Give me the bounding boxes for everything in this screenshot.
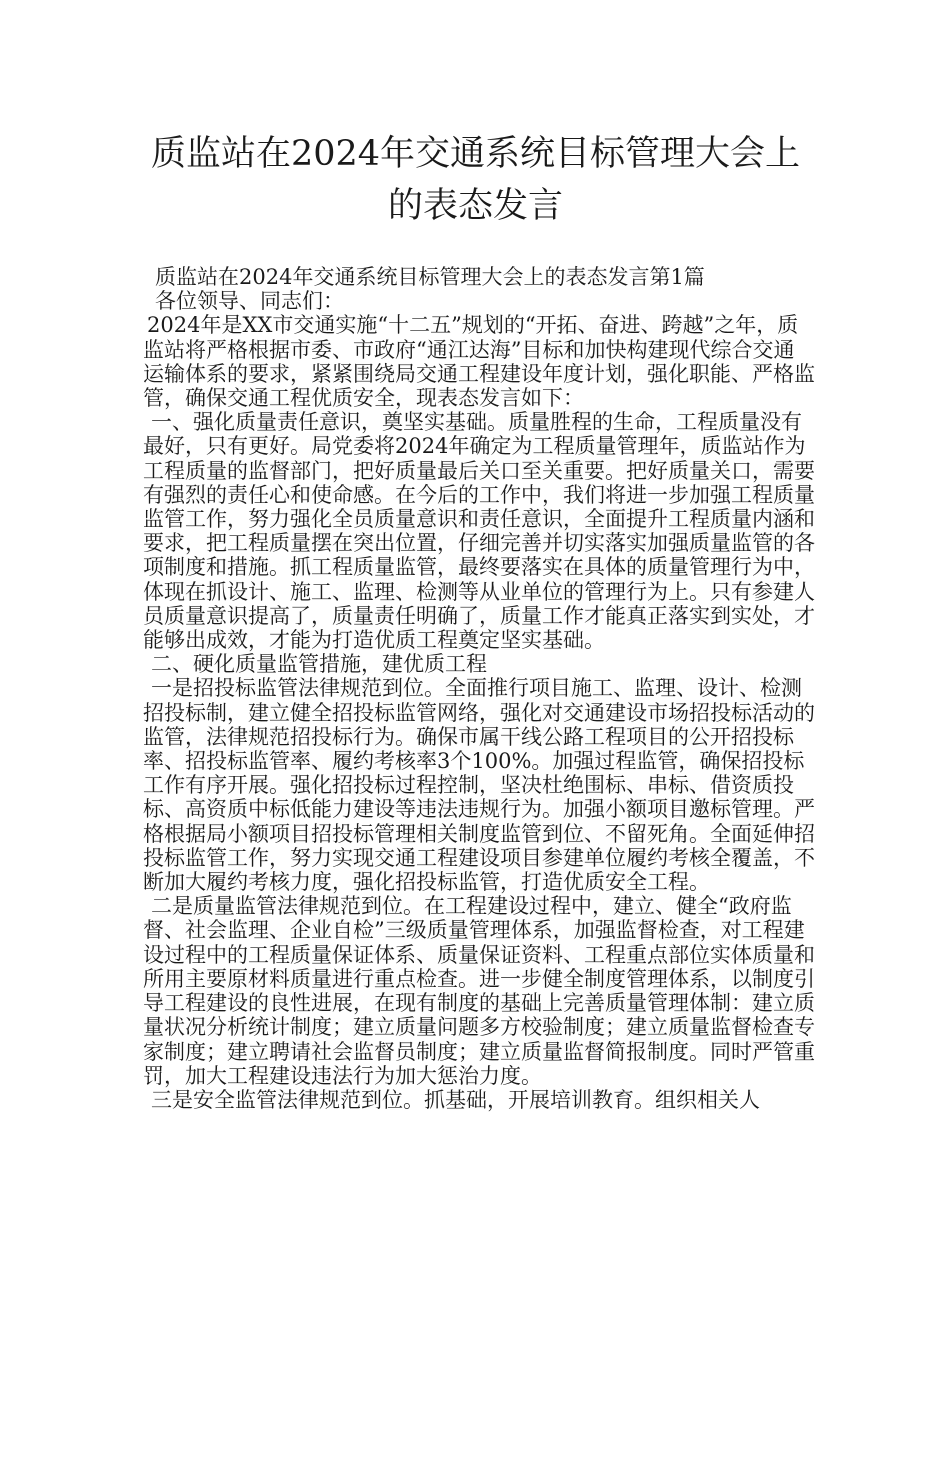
title-line-2: 的表态发言	[387, 186, 563, 226]
paragraph-section-1: 一、强化质量责任意识，奠坚实基础。质量胜程的生命，工程质量没有最好，只有更好。局党委将2024年确定为工程质量管理年，质监站作为工程质量的监督部门，把好质量最后关口至关重要。把好质量关口，需要有强烈的责任心和使命感。在今后的工作中，我们将进一步加强工程质量监管工作，努力强化全员质量意识和责任意识，全面提升工程质量内涵和要求，把工程质量摆在突出位置，仔细完善并切实落实加强质量监管的各项制度和措施。抓工程质量监管，最终要落实在具体的质量管理行为中，体现在抓设计、施工、监理、检测等从业单位的管理行为上。只有参建人员质量意识提高了，质量责任明确了，质量工作才能真正落实到实处，才能够出成效，才能为打造优质工程奠定坚实基础。	[143, 410, 815, 653]
paragraph-item-1: 一是招投标监管法律规范到位。全面推行项目施工、监理、设计、检测招投标制，建立健全招投标监管网络，强化对交通建设市场招投标活动的监管，法律规范招投标行为。确保市属干线公路工程项目的公开招投标率、招投标监管率、履约考核率3个100%。加强过程监管，确保招投标工作有序开展。强化招投标过程控制，坚决杜绝围标、串标、借资质投标、高资质中标低能力建设等违法违规行为。加强小额项目邀标管理。严格根据局小额项目招投标管理相关制度监管到位、不留死角。全面延伸招投标监管工作，努力实现交通工程建设项目参建单位履约考核全覆盖，不断加大履约考核力度，强化招投标监管，打造优质安全工程。	[143, 676, 815, 895]
paragraph-item-3: 三是安全监管法律规范到位。抓基础，开展培训教育。组织相关人	[151, 1087, 760, 1112]
document-page	[0, 128, 950, 1472]
document-title	[143, 128, 808, 232]
paragraph-item-2: 二是质量监管法律规范到位。在工程建设过程中，建立、健全“政府监督、社会监理、企业自检”三级质量管理体系，加强监督检查，对工程建设过程中的工程质量保证体系、质量保证资料、工程重点部位实体质量和所用主要原材料质量进行重点检查。进一步健全制度管理体系，以制度引导工程建设的良性进展，在现有制度的基础上完善质量管理体制：建立质量状况分析统计制度；建立质量问题多方校验制度；建立质量监督检查专家制度；建立聘请社会监督员制度；建立质量监督简报制度。同时严管重罚，加大工程建设违法行为加大惩治力度。	[143, 894, 815, 1088]
document-body	[143, 265, 815, 1112]
paragraph-intro: 2024年是XX市交通实施“十二五”规划的“开拓、奋进、跨越”之年，质监站将严格根据市委、市政府“通江达海”目标和加快构建现代综合交通运输体系的要求，紧紧围绕局交通工程建设年度计划，强化职能、严格监管，确保交通工程优质安全，现表态发言如下：	[143, 313, 815, 411]
paragraph-heading: 质监站在2024年交通系统目标管理大会上的表态发言第1篇	[155, 265, 705, 289]
paragraph-salutation: 各位领导、同志们：	[155, 289, 344, 314]
paragraph-section-2-heading: 二、硬化质量监管措施，建优质工程	[151, 652, 487, 677]
title-line-1: 质监站在2024年交通系统目标管理大会上	[150, 134, 801, 174]
